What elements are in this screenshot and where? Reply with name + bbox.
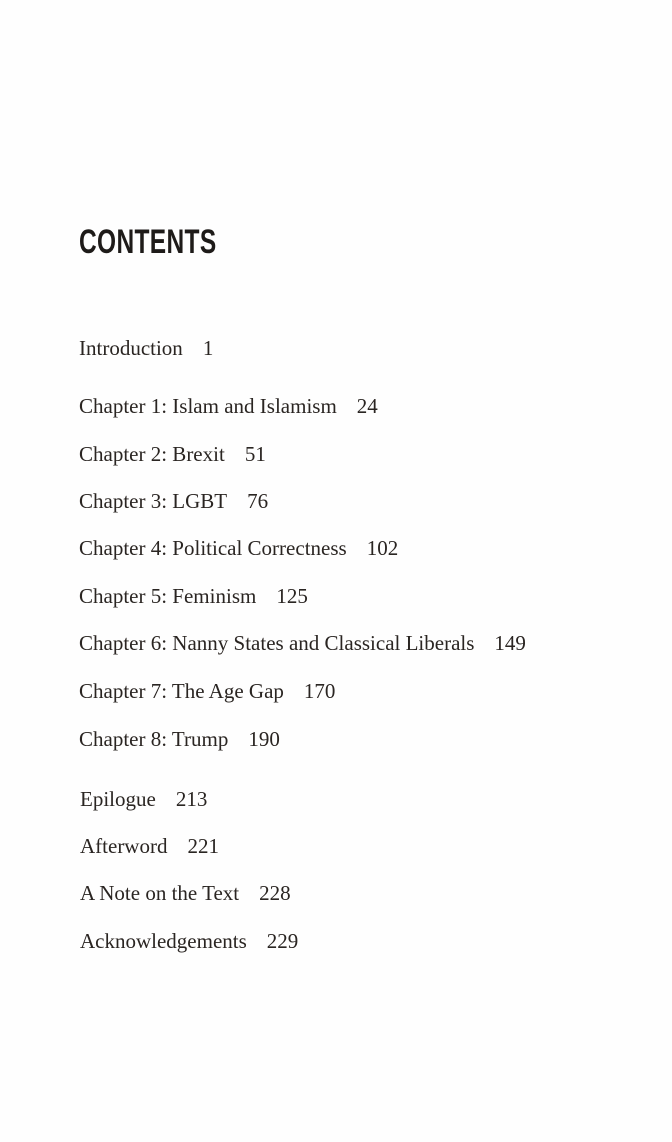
toc-entry-page: 51 [244, 442, 266, 466]
toc-entry-page: 1 [202, 336, 214, 360]
toc-entry-label: Acknowledgements [80, 929, 247, 953]
toc-entry-label: Chapter 8: Trump [79, 727, 229, 751]
toc-entry-label: Chapter 6: Nanny States and Classical Liberals [79, 631, 475, 655]
toc-entry-label: Chapter 1: Islam and Islamism [79, 394, 337, 418]
toc-entry [79, 727, 280, 751]
toc-entry-page: 125 [276, 584, 308, 608]
toc-entry [79, 442, 266, 466]
toc-entry [79, 584, 308, 608]
toc-entry-page: 102 [366, 536, 399, 560]
toc-entry-label: Epilogue [80, 787, 156, 811]
toc-entry [79, 394, 378, 418]
toc-entry-label: Chapter 2: Brexit [79, 442, 225, 466]
toc-entry-label: Chapter 3: LGBT [79, 489, 228, 513]
toc-entry [79, 631, 526, 655]
toc-entry [80, 929, 298, 953]
toc-entry-page: 170 [303, 679, 336, 703]
toc-entry [79, 336, 213, 360]
toc-entry-page: 213 [175, 787, 208, 811]
toc-entry-page: 76 [247, 489, 269, 513]
toc-entry-label: A Note on the Text [80, 881, 240, 905]
toc-entry [80, 787, 207, 811]
page-title: CONTENTS [79, 223, 217, 261]
toc-entry-page: 228 [259, 881, 291, 905]
toc-entry [79, 536, 398, 560]
toc-entry-page: 190 [248, 727, 280, 751]
toc-entry [79, 679, 335, 703]
toc-entry-page: 229 [266, 929, 299, 953]
toc-entry [80, 881, 291, 905]
toc-entry-label: Chapter 4: Political Correctness [79, 536, 347, 560]
toc-entry-page: 24 [356, 394, 378, 418]
toc-entry-label: Introduction [79, 336, 183, 360]
toc-entry-label: Afterword [80, 834, 168, 858]
toc-entry-label: Chapter 5: Feminism [79, 584, 257, 608]
toc-entry-page: 221 [187, 834, 219, 858]
toc-entry-label: Chapter 7: The Age Gap [79, 679, 284, 703]
toc-entry [79, 489, 268, 513]
toc-entry-page: 149 [494, 631, 526, 655]
toc-entry [80, 834, 219, 858]
